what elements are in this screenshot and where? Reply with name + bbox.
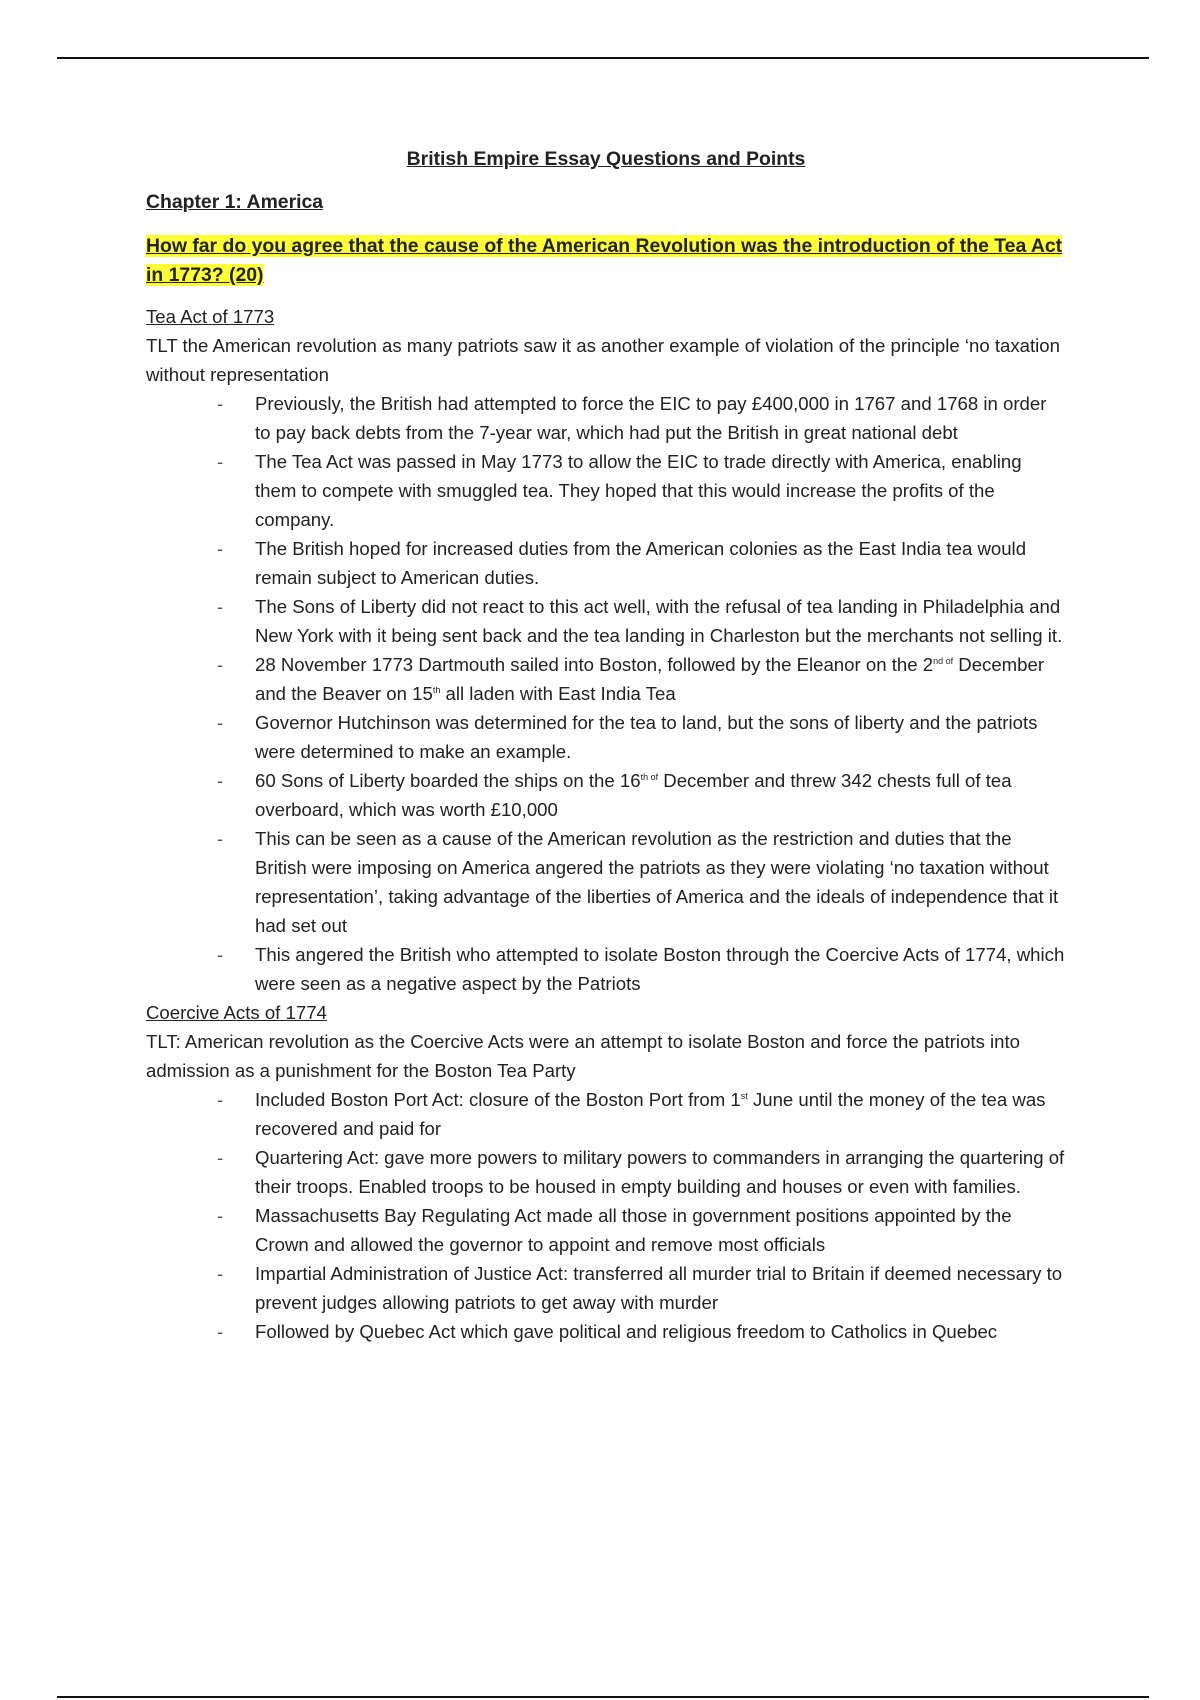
document-title: British Empire Essay Questions and Points	[406, 148, 806, 170]
list-item	[217, 447, 1066, 534]
bullet-dash: -	[217, 654, 224, 675]
list-item	[217, 1317, 1066, 1346]
bullet-dash: -	[217, 451, 224, 472]
list-item	[217, 940, 1066, 998]
superscript: st	[740, 1091, 748, 1101]
list-item	[217, 389, 1066, 447]
section-tlt-coercive-acts: TLT: American revolution as the Coercive Acts were an attempt to isolate Boston and force the patriots into admission as a punishment for the Boston Tea Party	[146, 1031, 1021, 1081]
superscript: th	[432, 685, 441, 695]
bullet-dash: -	[217, 1321, 224, 1342]
bullet-dash: -	[217, 828, 224, 849]
list-item	[217, 1201, 1066, 1259]
bullet-dash: -	[217, 1263, 224, 1284]
list-item	[217, 1085, 1066, 1143]
list-item-text: Included Boston Port Act: closure of the Boston Port from 1	[255, 1089, 741, 1110]
bullet-dash: -	[217, 393, 224, 414]
chapter-heading: Chapter 1: America	[146, 191, 324, 213]
bullet-dash: -	[217, 1205, 224, 1226]
list-item-text: The British hoped for increased duties from the American colonies as the East India tea would remain subject to American duties.	[255, 538, 1027, 588]
bullet-dash: -	[217, 538, 224, 559]
list-item	[217, 766, 1066, 824]
bottom-rule	[57, 1696, 1149, 1698]
section-tlt-tea-act: TLT the American revolution as many patriots saw it as another example of violation of the principle ‘no taxation without representation	[146, 335, 1060, 385]
list-item-text: December and the Beaver on 15	[255, 654, 1045, 704]
bullet-dash: -	[217, 596, 224, 617]
list-item	[217, 534, 1066, 592]
list-item-text: The Sons of Liberty did not react to this act well, with the refusal of tea landing in Philadelphia and New York with it being sent back and the tea landing in Charleston but the merchants not selling it.	[255, 596, 1063, 646]
list-item	[217, 1259, 1066, 1317]
list-item-text: all laden with East India Tea	[440, 683, 676, 704]
list-item-text: December and threw 342 chests full of tea overboard, which was worth £10,000	[255, 770, 1012, 820]
superscript: nd of	[933, 656, 954, 666]
list-item-text: 28 November 1773 Dartmouth sailed into Boston, followed by the Eleanor on the 2	[255, 654, 934, 675]
list-item-text: This angered the British who attempted to isolate Boston through the Coercive Acts of 1774, which were seen as a negative aspect by the Patriots	[255, 944, 1065, 994]
list-item	[217, 650, 1066, 708]
list-item-text: 60 Sons of Liberty boarded the ships on the 16	[255, 770, 641, 791]
bullet-dash: -	[217, 1089, 224, 1110]
bullet-dash: -	[217, 712, 224, 733]
list-item-text: Massachusetts Bay Regulating Act made all those in government positions appointed by the Crown and allowed the governor to appoint and remove most officials	[255, 1205, 1012, 1255]
list-item	[217, 824, 1066, 940]
list-item-text: Previously, the British had attempted to force the EIC to pay £400,000 in 1767 and 1768 in order to pay back debts from the 7-year war, which had put the British in great national debt	[255, 393, 1047, 443]
document-page	[146, 145, 1066, 1346]
list-item	[217, 708, 1066, 766]
bullet-dash: -	[217, 1147, 224, 1168]
list-item	[217, 592, 1066, 650]
list-item-text: June until the money of the tea was recovered and paid for	[255, 1089, 1046, 1139]
bullet-dash: -	[217, 770, 224, 791]
list-item	[217, 1143, 1066, 1201]
list-item-text: Governor Hutchinson was determined for the tea to land, but the sons of liberty and the patriots were determined to make an example.	[255, 712, 1038, 762]
list-item-text: Quartering Act: gave more powers to military powers to commanders in arranging the quartering of their troops. Enabled troops to be housed in empty building and houses or even with families.	[255, 1147, 1065, 1197]
bullet-list-tea-act	[146, 389, 1066, 998]
list-item-text: The Tea Act was passed in May 1773 to allow the EIC to trade directly with America, enabling them to compete with smuggled tea. They hoped that this would increase the profits of the company.	[255, 451, 1022, 530]
section-heading-tea-act: Tea Act of 1773	[146, 306, 275, 327]
superscript: th of	[640, 772, 659, 782]
essay-question-text: How far do you agree that the cause of the American Revolution was the introduction of the Tea Act in 1773? (20)	[146, 235, 1063, 286]
essay-question	[146, 232, 1066, 290]
section-heading-coercive-acts: Coercive Acts of 1774	[146, 1002, 327, 1023]
list-item-text: Followed by Quebec Act which gave political and religious freedom to Catholics in Quebec	[255, 1321, 998, 1342]
list-item-text: This can be seen as a cause of the American revolution as the restriction and duties that the British were imposing on America angered the patriots as they were violating ‘no taxation without representation’, taking advantage of the liberties of America and the ideals of independence that it had set out	[255, 828, 1059, 936]
list-item-text: Impartial Administration of Justice Act: transferred all murder trial to Britain if deemed necessary to prevent judges allowing patriots to get away with murder	[255, 1263, 1063, 1313]
bullet-list-coercive-acts	[146, 1085, 1066, 1346]
top-rule	[57, 57, 1149, 59]
bullet-dash: -	[217, 944, 224, 965]
